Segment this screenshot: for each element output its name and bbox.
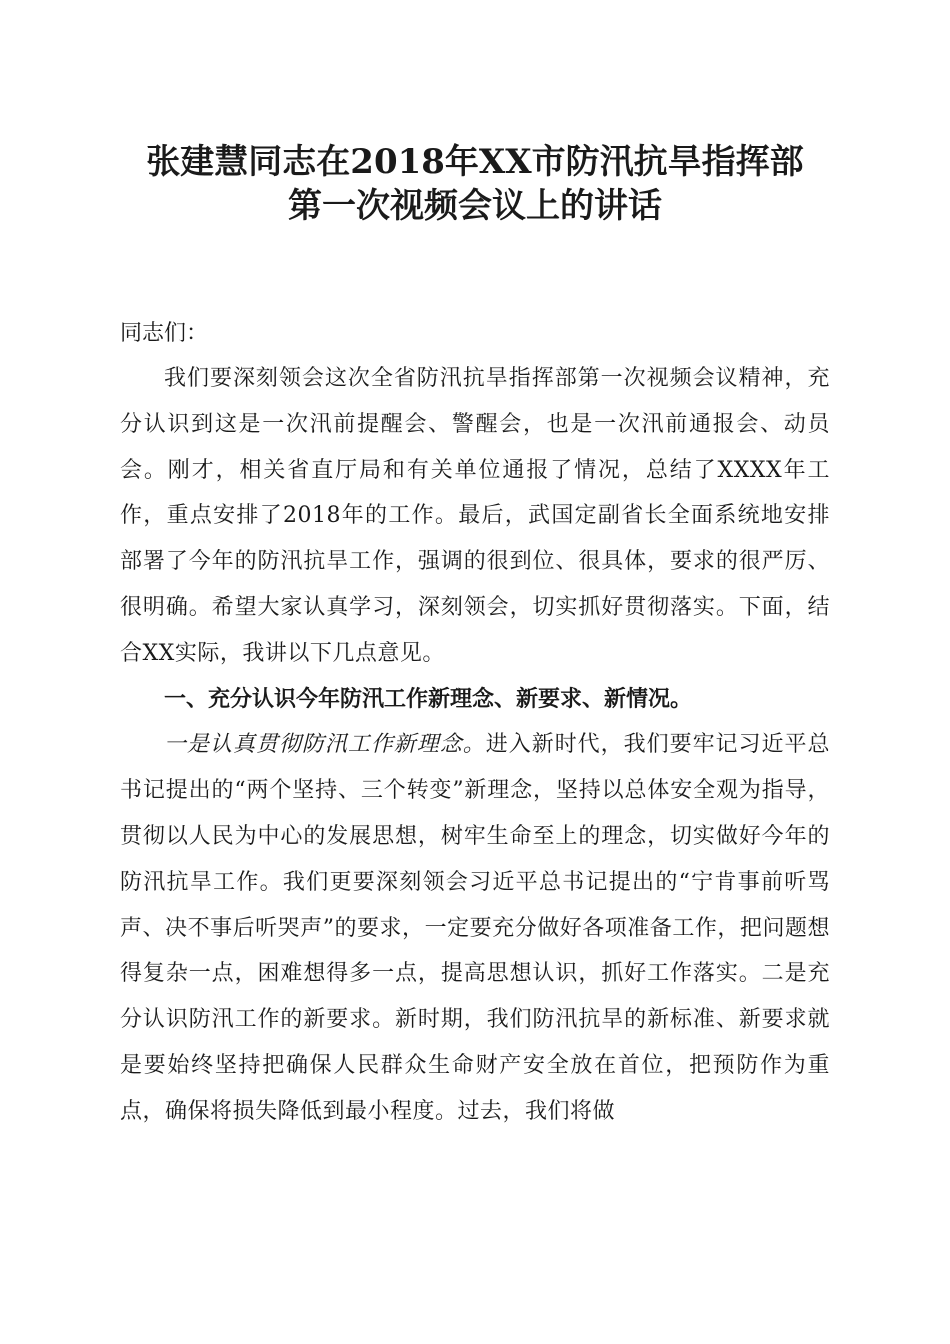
salutation: 同志们： <box>120 321 209 346</box>
section-heading-1: 一、充分认识今年防汛工作新理念、新要求、新情况。 <box>164 686 693 712</box>
paragraph-lead-phrase: 一是认真贯彻防汛工作新理念。 <box>164 732 486 758</box>
paragraph-new-concept <box>120 722 830 1134</box>
title-line-2: 第一次视频会议上的讲话 <box>288 186 662 226</box>
document-page <box>120 140 830 1135</box>
document-title <box>120 140 830 228</box>
paragraph-body-text: 进入新时代，我们要牢记习近平总书记提出的“两个坚持、三个转变”新理念，坚持以总体安全观为指导，贯彻以人民为中心的发展思想，树牢生命至上的理念，切实做好今年的防汛抗旱工作。我们更要深刻领会习近平总书记提出的“宁肯事前听骂声、决不事后听哭声”的要求，一定要充分做好各项准备工作，把问题想得复杂一点，困难想得多一点，提高思想认识，抓好工作落实。二是充分认识防汛工作的新要求。新时期，我们防汛抗旱的新标准、新要求就是要始终坚持把确保人民群众生命财产安全放在首位，把预防作为重点，确保将损失降低到最小程度。过去，我们将做 <box>120 732 830 1124</box>
title-line-1: 张建慧同志在2018年XX市防汛抗旱指挥部 <box>146 142 804 182</box>
paragraph-intro: 我们要深刻领会这次全省防汛抗旱指挥部第一次视频会议精神，充分认识到这是一次汛前提醒会、警醒会，也是一次汛前通报会、动员会。刚才，相关省直厅局和有关单位通报了情况，总结了XXXX年工作，重点安排了2018年的工作。最后，武国定副省长全面系统地安排部署了今年的防汛抗旱工作，强调的很到位、很具体，要求的很严厉、很明确。希望大家认真学习，深刻领会，切实抓好贯彻落实。下面，结合XX实际，我讲以下几点意见。 <box>120 366 830 666</box>
